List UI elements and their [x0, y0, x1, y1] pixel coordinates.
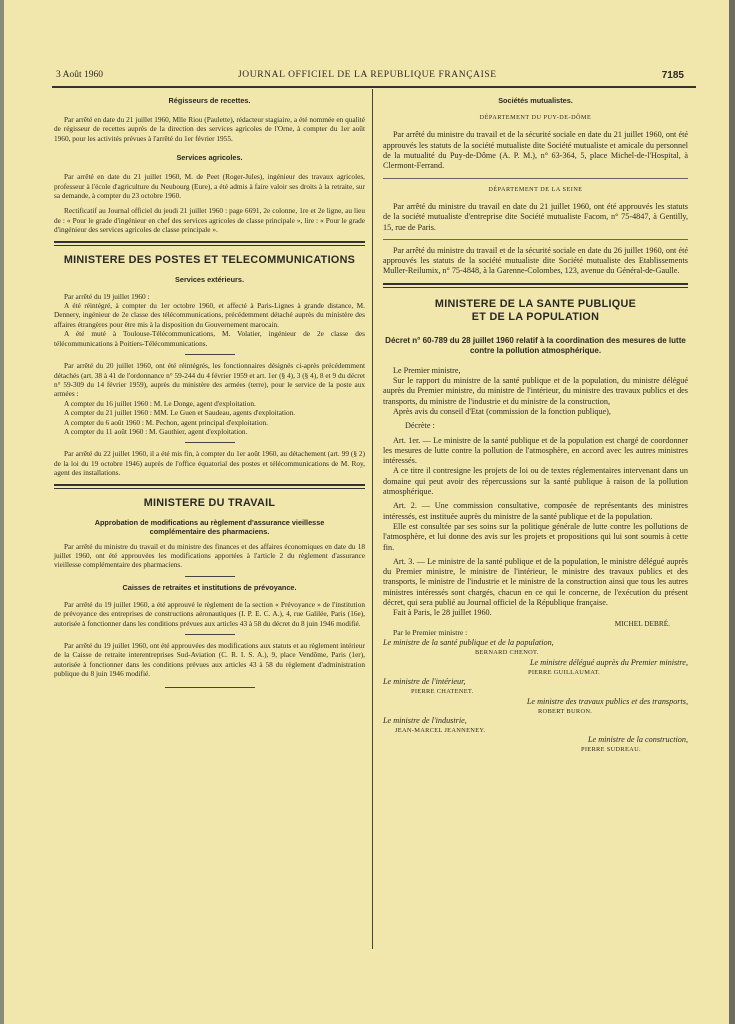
minister-title: Le ministre de l'intérieur,	[383, 677, 466, 687]
minister-title: Le ministre de l'industrie,	[383, 715, 467, 725]
header-date: 3 Août 1960	[56, 70, 103, 80]
paragraph: A été réintégré, à compter du 1er octobre 1960, et affecté à Paris-Lignes à grande distance, M. Dennery, ingénieur de 2e classe des télécommunications, précédemment détaché auprès du ministère des affaires étrangères pour être mis à la disposition du Gouvernement marocain.	[54, 301, 365, 329]
signature-chatenet: PIERRE CHATENET.	[411, 688, 474, 696]
paragraph: Par arrêté du ministre du travail et de la sécurité sociale en date du 21 juillet 1960, ont été approuvés les statuts de la société mutualiste dite Société mutualiste et amicale du personnel de la mutualité du Puy-de-Dôme (A. P. M.), n° 63-364, 5, place Michel-de-l'Hospital, à Clermont-Ferrand.	[383, 130, 688, 171]
left-column	[54, 96, 365, 688]
decrete-label: Décrète :	[405, 421, 435, 431]
paragraph: Par le Premier ministre :	[393, 628, 468, 638]
paragraph: Après avis du conseil d'Etat (commission de la fonction publique),	[393, 406, 611, 416]
signature-buron: ROBERT BURON.	[538, 707, 593, 715]
journal-title: JOURNAL OFFICIEL DE LA REPUBLIQUE FRANÇAISE	[238, 70, 497, 80]
paragraph: A compter du 16 juillet 1960 : M. Le Donge, agent d'exploitation.	[64, 398, 256, 408]
decret-title: Décret n° 60-789 du 28 juillet 1960 relatif à la coordination des mesures de lutte contre la pollution atmosphérique.	[385, 335, 686, 355]
paragraph: Rectificatif au Journal officiel du jeudi 21 juillet 1960 : page 6691, 2e colonne, 1re et 2e ligne, au lieu de : « Pour le grade d'ingénieur en chef des services agricoles de classe principale », lire : « Pour le grade d'ingénieur des services agricoles de classe principale ».	[54, 206, 365, 235]
paragraph: A compter du 21 juillet 1960 : MM. Le Guen et Saudeau, agents d'exploitation.	[64, 408, 296, 418]
signature-chenot: BERNARD CHENOT.	[475, 649, 539, 657]
section-rule	[54, 484, 365, 489]
paragraph: Par arrêté du 20 juillet 1960, ont été réintégrés, les fonctionnaires désignés ci-après précédemment détachés (art. 38 à 41 de l'ordonnance n° 59-244 du 4 février 1959 et art. 1er (§ 4), 3 (§ 4), 8 et 9 du décret n° 59-309 du 14 février 1959), auprès du ministère des armées (terre), pour le service de la poste aux armées :	[54, 361, 365, 399]
heading-dept-seine: DÉPARTEMENT DE LA SEINE	[488, 185, 583, 193]
minister-title: Le ministre délégué auprès du Premier ministre,	[529, 657, 688, 667]
paragraph: Fait à Paris, le 28 juillet 1960.	[393, 608, 492, 618]
heading-regisseurs: Régisseurs de recettes.	[168, 96, 251, 105]
heading-services-exterieurs: Services extérieurs.	[175, 274, 244, 284]
paragraph: Par arrêté du ministre du travail et du ministre des finances et des affaires économiques en date du 18 juillet 1960, ont été approuvées les modifications apportées à l'article 2 du règlement d'assurance vieillesse complémentaire des pharmaciens.	[54, 541, 365, 570]
signature-guillaumat: PIERRE GUILLAUMAT.	[528, 668, 601, 676]
paragraph: A ce titre il contresigne les projets de loi ou de textes réglementaires intervenant dans un domaine qui peut avoir des répercussions sur la santé publique à raison de la pollution atmosphérique.	[383, 466, 688, 497]
heading-approbation: Approbation de modifications au règlement d'assurance vieillesse complémentaire des pharmaciens.	[94, 517, 325, 536]
heading-dept-puy-de-dome: DÉPARTEMENT DU PUY-DE-DÔME	[479, 114, 592, 121]
paragraph: Par arrêté du 19 juillet 1960, a été approuvé le règlement de la section « Prévoyance » de l'institution de prévoyance des entreprises de constructions aéronautiques (I. P. E. C. A.), 4, rue Galilée, Paris (16e), autorisée à fonctionner dans les conditions prévues aux articles 43 à 58 du décret du 8 juin 1946 modifié.	[54, 599, 365, 628]
article-1: Art. 1er. — Le ministre de la santé publique et de la population est chargé de coordonner les mesures de lutte contre la pollution de l'atmosphère, en accord avec les autres ministres intéressés.	[383, 435, 688, 466]
paragraph: A compter du 6 août 1960 : M. Pechon, agent principal d'exploitation.	[64, 417, 268, 427]
minister-title: Le ministre des travaux publics et des transports,	[526, 696, 688, 706]
paragraph: Sur le rapport du ministre de la santé publique et de la population, du ministre délégué auprès du Premier ministre, du ministre de l'intérieur, du ministre des travaux publics et des transports, du ministre de l'industrie et du ministre de la construction,	[383, 376, 688, 406]
separator-rule	[383, 239, 688, 240]
paragraph: Le Premier ministre,	[393, 365, 461, 375]
paragraph: Par arrêté du ministre du travail en date du 21 juillet 1960, ont été approuvés les statuts de la société mutualiste d'entreprise dite Société mutualiste Facom, n° 75-4847, à Gentilly, 15, rue de Paris.	[383, 202, 688, 232]
paragraph: Par arrêté du 22 juillet 1960, il a été mis fin, à compter du 1er août 1960, au détachement (art. 99 (§ 2) de la loi du 19 octobre 1946) auprès de l'office équatorial des postes et télécommunications de M. Roy, agent des installations.	[54, 449, 365, 478]
paragraph: Par arrêté du ministre du travail et de la sécurité sociale en date du 26 juillet 1960, ont été approuvés les statuts de la société mutualiste dite Société mutualiste des Etablissements Muller-Reilumix, n° 75-4848, à la Garenne-Colombes, 123, avenue du Général-de-Gaulle.	[383, 245, 688, 276]
minister-title: Le ministre de la santé publique et de la population,	[383, 638, 554, 648]
paragraph: Elle est consultée par ses soins sur la politique générale de lutte contre les pollutions de l'atmosphère, et lui donne des avis sur les projets et propositions qui lui sont soumis à cette fin.	[383, 521, 688, 552]
scan-edge-left	[0, 0, 4, 1024]
signature-jeanneney: JEAN-MARCEL JEANNENEY.	[395, 726, 486, 734]
header-rule	[52, 86, 696, 88]
paragraph: A compter du 11 août 1960 : M. Gauthier, agent d'exploitation.	[64, 426, 248, 436]
signature-debre: MICHEL DEBRÉ.	[614, 618, 670, 628]
minister-title: Le ministre de la construction,	[588, 735, 688, 745]
short-rule	[185, 634, 235, 635]
short-rule	[185, 354, 235, 355]
paragraph: Par arrêté en date du 21 juillet 1960, Mlle Riou (Paulette), rédacteur stagiaire, a été nommée en qualité de régisseur de recettes auprès de la direction des services agricoles de l'Orne, à compter du 1er août 1960, pour les activités prévues à l'arrêté du 1er février 1955.	[54, 115, 365, 143]
heading-ministere-sante-line2: ET DE LA POPULATION	[471, 310, 600, 323]
paragraph: Par arrêté du 19 juillet 1960 :	[64, 291, 150, 301]
page-number: 7185	[661, 70, 684, 81]
separator-rule	[383, 178, 688, 179]
paragraph: Par arrêté du 19 juillet 1960, ont été approuvées des modifications aux statuts et au règlement intérieur de la Caisse de retraite interentreprises Sud-Aviation (C. R. I. S. A.), 9, place Vendôme, Paris (1er), autorisée à fonctionner dans les conditions prévues aux articles 43 à 58 du règlement d'administration publique du 8 juin 1946 modifié.	[54, 641, 365, 679]
article-2: Art. 2. — Une commission consultative, composée de représentants des ministres intéressés, est instituée auprès du ministre de la santé publique et de la population.	[383, 501, 688, 521]
section-rule	[54, 241, 365, 246]
page-header	[52, 70, 684, 84]
heading-ministere-sante-line1: MINISTERE DE LA SANTE PUBLIQUE	[434, 297, 637, 310]
heading-ministere-ptt: MINISTERE DES POSTES ET TELECOMMUNICATIONS	[63, 253, 356, 266]
short-rule	[185, 576, 235, 577]
paragraph: Par arrêté en date du 21 juillet 1960, M. de Peet (Roger-Jules), ingénieur des travaux agricoles, professeur à l'école d'agriculture du Neubourg (Eure), a été admis à faire valoir ses droits à la retraite, sur sa demande, à compter du 23 octobre 1960.	[54, 172, 365, 201]
paragraph: A été muté à Toulouse-Télécommunications, M. Volatier, ingénieur de 2e classe des télécommunications à Poitiers-Télécommunications.	[54, 329, 365, 348]
right-column	[383, 96, 688, 755]
heading-societes-mutualistes: Sociétés mutualistes.	[498, 96, 573, 105]
column-divider	[372, 89, 373, 949]
heading-caisses: Caisses de retraites et institutions de prévoyance.	[122, 582, 297, 592]
heading-ministere-travail: MINISTERE DU TRAVAIL	[143, 496, 276, 509]
scan-edge-right	[729, 0, 735, 1024]
heading-services-agricoles: Services agricoles.	[176, 153, 243, 163]
end-rule	[165, 687, 255, 688]
short-rule	[185, 442, 235, 443]
section-rule	[383, 283, 688, 288]
article-3: Art. 3. — Le ministre de la santé publique et de la population, le ministre délégué auprès du Premier ministre, le ministre de l'intérieur, le ministre des travaux publics et des transports, le ministre de l'industrie et le ministre de la construction ainsi que tous les autres ministres intéressés sont chargés, chacun en ce qui le concerne, de l'exécution du présent décret, qui sera publié au Journal officiel de la République française.	[383, 556, 688, 608]
signature-sudreau: PIERRE SUDREAU.	[581, 746, 641, 754]
